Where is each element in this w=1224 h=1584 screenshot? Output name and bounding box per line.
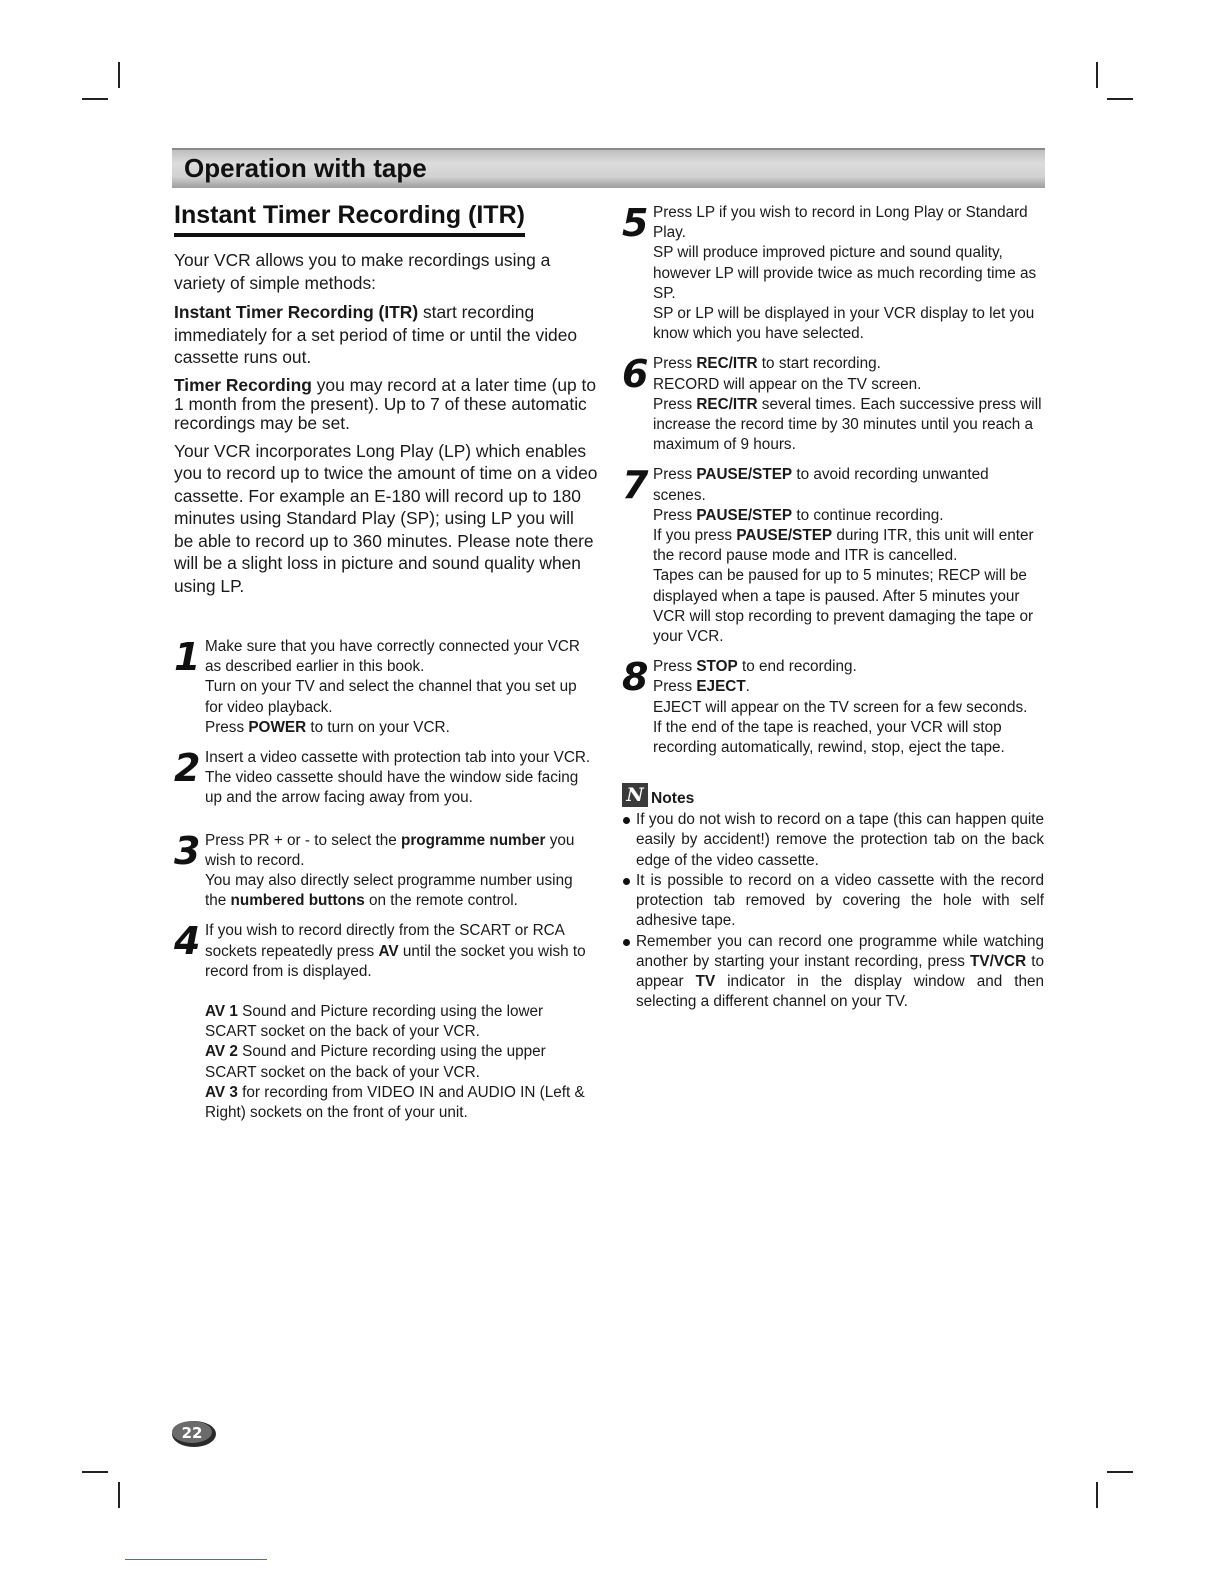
text-run: Tapes can be paused for up to 5 minutes; RECP will be displayed when a tape is paused. After 5 minutes your VCR will stop recording to prevent damaging the tape or your VCR. — [653, 567, 1034, 646]
step-3 — [174, 828, 598, 912]
bold-text: Timer Recording — [174, 374, 312, 395]
intro-paragraph — [174, 376, 598, 433]
text-run: It is possible to record on a video cassette with the record protection tab removed by covering the hole with self adhesive tape. — [636, 871, 1044, 930]
step-paragraph — [653, 375, 1044, 395]
step-number: 5 — [622, 201, 647, 245]
step-number: 1 — [174, 635, 199, 679]
crop-mark — [82, 1471, 108, 1473]
text-run: start recording immediately for a set period of time or until the video cassette runs out. — [174, 302, 578, 367]
step-paragraph — [205, 831, 598, 871]
text-run: during ITR, this unit will enter the record pause mode and ITR is cancelled. — [653, 527, 1034, 565]
text-run: indicator in the display window and then selecting a different channel on your TV. — [636, 972, 1044, 1011]
intro-paragraph — [174, 249, 598, 294]
step-4 — [174, 921, 598, 1123]
step-paragraph — [653, 304, 1044, 344]
text-run: Press — [653, 678, 697, 696]
text-run: Sound and Picture recording using the upper SCART socket on the back of your VCR. — [205, 1043, 546, 1081]
note-item — [622, 810, 1044, 871]
text-run: to end recording. — [737, 658, 857, 676]
crop-mark — [118, 62, 120, 88]
step-paragraph — [205, 718, 598, 738]
step-number: 7 — [622, 463, 647, 508]
spacer — [205, 982, 598, 1002]
step-paragraph — [205, 677, 598, 717]
step-paragraph — [205, 871, 598, 911]
step-paragraph — [653, 203, 1044, 243]
notes-header — [622, 782, 1044, 808]
text-run: Press LP if you wish to record in Long Play or Standard Play. — [653, 204, 1028, 242]
bold-text: PAUSE/STEP — [696, 466, 793, 484]
step-number: 3 — [174, 828, 199, 873]
step-number: 6 — [622, 352, 647, 397]
bold-text: Instant Timer Recording (ITR) — [174, 302, 419, 322]
step-paragraph — [653, 698, 1044, 718]
step-paragraph — [653, 354, 1044, 374]
bold-text: TV — [695, 972, 716, 990]
steps-right — [622, 203, 1044, 758]
step-5 — [622, 203, 1044, 344]
text-run: Press — [653, 658, 697, 676]
crop-mark — [1096, 1482, 1098, 1508]
text-run: Press PR + or - to select the — [205, 831, 401, 849]
crop-mark — [1096, 62, 1098, 88]
banner-title: Operation with tape — [184, 153, 427, 183]
step-number: 4 — [174, 919, 199, 964]
notes-icon: N — [622, 783, 648, 807]
bold-text: AV 3 — [205, 1083, 238, 1101]
text-run: Sound and Picture recording using the lower SCART socket on the back of your VCR. — [205, 1003, 544, 1041]
section-banner — [172, 148, 1045, 188]
text-run: Press — [653, 466, 697, 484]
text-run: If you press — [653, 527, 737, 545]
note-item — [622, 932, 1044, 1013]
step-paragraph — [205, 748, 598, 768]
text-run: Insert a video cassette with protection tab into your VCR. — [205, 749, 591, 767]
step-paragraph — [205, 768, 598, 808]
step-paragraph — [653, 566, 1044, 647]
step-number: 8 — [622, 655, 647, 700]
step-1 — [174, 637, 598, 738]
step-number: 2 — [174, 746, 199, 791]
text-run: SP or LP will be displayed in your VCR display to let you know which you have selected. — [653, 305, 1035, 343]
intro-paragraph — [174, 301, 598, 369]
bold-text: REC/ITR — [696, 395, 758, 413]
text-run: You may also directly select programme number using the — [205, 872, 573, 910]
text-run: to appear — [636, 952, 1044, 990]
text-run: If the end of the tape is reached, your VCR will stop recording automatically, rewind, stop, eject the tape. — [653, 718, 1005, 757]
steps-left — [174, 637, 598, 1123]
step-paragraph — [205, 921, 598, 982]
step-2 — [174, 748, 598, 809]
step-paragraph — [205, 1083, 598, 1123]
crop-mark — [1107, 1471, 1133, 1473]
text-run: several times. Each successive press will increase the record time by 30 minutes until you reach a maximum of 9 hours. — [653, 395, 1042, 454]
bold-text: POWER — [248, 718, 307, 736]
step-paragraph — [653, 657, 1044, 677]
bold-text: EJECT — [696, 678, 746, 696]
bold-text: AV 2 — [205, 1043, 238, 1061]
text-run: Your VCR allows you to make recordings using a variety of simple methods: — [174, 250, 551, 293]
text-run: EJECT will appear on the TV screen for a few seconds. — [653, 698, 1028, 716]
step-8 — [622, 657, 1044, 758]
bold-text: REC/ITR — [696, 355, 758, 373]
bold-text: numbered buttons — [230, 892, 365, 910]
step-paragraph — [653, 677, 1044, 697]
text-run: you wish to record. — [205, 831, 575, 869]
footer-link-line — [125, 1559, 267, 1560]
bold-text: TV/VCR — [970, 952, 1027, 970]
step-7 — [622, 465, 1044, 647]
step-paragraph — [205, 1002, 598, 1042]
text-run: Press — [653, 355, 697, 373]
step-paragraph — [653, 526, 1044, 566]
bold-text: AV 1 — [205, 1003, 238, 1021]
text-run: for recording from VIDEO IN and AUDIO IN (Left & Right) sockets on the front of your unit. — [205, 1083, 585, 1122]
notes-title: Notes — [651, 790, 695, 808]
step-paragraph — [653, 506, 1044, 526]
text-run: . — [745, 678, 750, 696]
page-number: 22 — [181, 1424, 203, 1442]
page-number-badge — [169, 1417, 217, 1449]
step-paragraph — [653, 243, 1044, 304]
text-run: Your VCR incorporates Long Play (LP) which enables you to record up to twice the amount of time on a video cassette. For example an E-180 will record up to 180 minutes using Standard Play (SP); using LP you will be able to record up to 360 minutes. Please note there will be a slight loss in picture and sound quality when using LP. — [174, 440, 598, 596]
text-run: to start recording. — [757, 355, 881, 373]
text-run: If you wish to record directly from the SCART or RCA sockets repeatedly press — [205, 922, 565, 960]
left-column — [174, 198, 598, 1133]
step-paragraph — [653, 395, 1044, 456]
text-run: to avoid recording unwanted scenes. — [653, 466, 989, 504]
text-run: you may record at a later time (up to 1 month from the present). Up to 7 of these automatic recordings may be set. — [174, 374, 597, 433]
text-run: Press — [653, 506, 697, 524]
intro-paragraph — [174, 440, 598, 598]
text-run: SP will produce improved picture and sound quality, however LP will provide twice as much recording time as SP. — [653, 244, 1037, 302]
text-run: Press — [205, 718, 249, 736]
bold-text: AV — [378, 942, 399, 960]
text-run: If you do not wish to record on a tape (this can happen quite easily by accident!) remove the protection tab on the back edge of the video cassette. — [636, 811, 1044, 869]
notes-list — [622, 810, 1044, 1012]
text-run: until the socket you wish to record from is displayed. — [205, 942, 586, 980]
text-run: RECORD will appear on the TV screen. — [653, 375, 922, 393]
crop-mark — [1107, 98, 1133, 100]
bold-text: PAUSE/STEP — [736, 527, 833, 545]
text-run: The video cassette should have the window side facing up and the arrow facing away from you. — [205, 769, 579, 807]
bold-text: programme number — [400, 831, 546, 849]
text-run: on the remote control. — [364, 892, 518, 910]
text-run: Remember you can record one programme while watching another by starting your instant recording, press — [636, 932, 1044, 970]
right-column — [622, 203, 1044, 1012]
section-title: Instant Timer Recording (ITR) — [174, 198, 525, 237]
text-run: to turn on your VCR. — [306, 718, 450, 736]
bold-text: PAUSE/STEP — [696, 506, 793, 524]
intro-text — [174, 249, 598, 597]
bold-text: STOP — [696, 658, 738, 676]
crop-mark — [82, 98, 108, 100]
step-paragraph — [653, 465, 1044, 505]
step-paragraph — [205, 637, 598, 677]
step-paragraph — [205, 1042, 598, 1082]
text-run: Make sure that you have correctly connected your VCR as described earlier in this book. — [205, 638, 580, 676]
text-run: Turn on your TV and select the channel that you set up for video playback. — [205, 678, 577, 716]
text-run: to continue recording. — [792, 506, 944, 524]
note-item — [622, 871, 1044, 932]
step-paragraph — [653, 718, 1044, 758]
crop-mark — [118, 1482, 120, 1508]
step-6 — [622, 354, 1044, 455]
text-run: Press — [653, 395, 697, 413]
